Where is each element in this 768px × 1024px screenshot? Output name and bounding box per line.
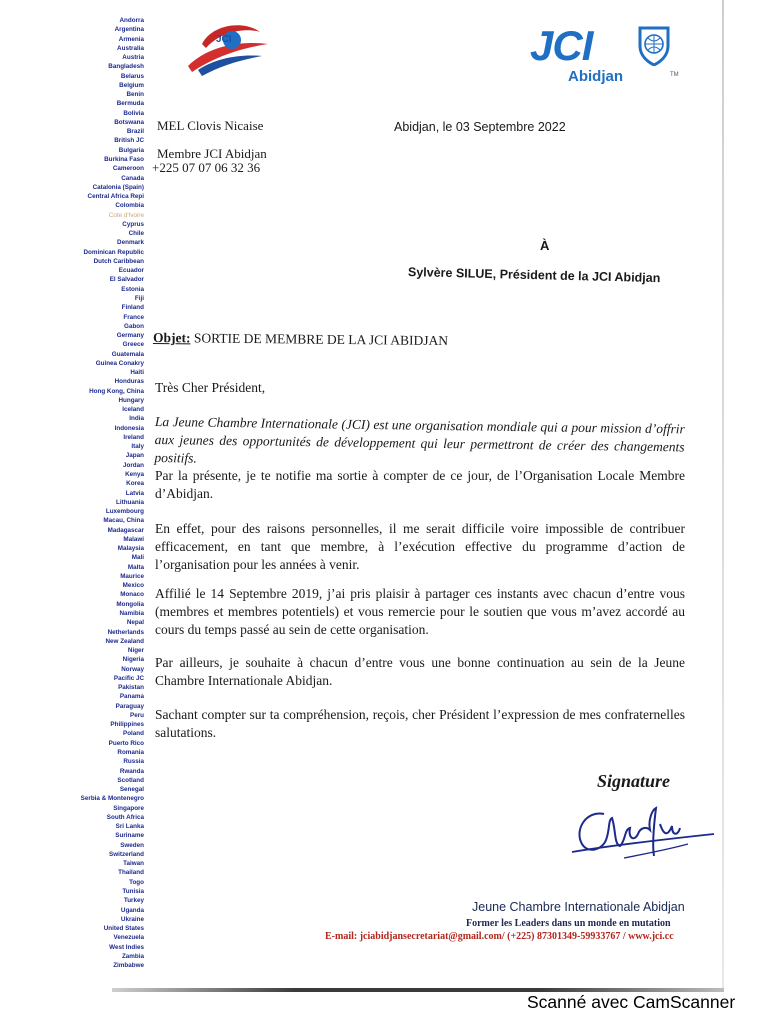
paragraph-reasons: En effet, pour des raisons personnelles, il me serait difficile voire impossible de contribuer efficacement, en tant que membre, à l’exécution effective du programme d’action de l’organisation pour les années à venir. <box>155 521 685 572</box>
country-item: Guinea Conakry <box>95 359 144 367</box>
country-item: Macau, China <box>103 517 144 525</box>
paragraph-wishes: Par ailleurs, je souhaite à chacun d’entre vous une bonne continuation au sein de la Jeune Chambre Internationale Abidjan. <box>155 655 685 688</box>
country-item: Philippines <box>110 721 144 729</box>
country-item: Sri Lanka <box>115 823 144 831</box>
country-item: Peru <box>130 711 144 719</box>
letter-subject <box>153 330 448 349</box>
country-item: Cameroon <box>112 165 144 173</box>
letter-date: Abidjan, le 03 Septembre 2022 <box>394 120 566 134</box>
country-item: Togo <box>129 878 144 886</box>
country-item: Niger <box>127 647 144 655</box>
country-item: France <box>123 313 144 321</box>
country-item: Ukraine <box>120 915 144 923</box>
country-item: Cyprus <box>122 220 144 228</box>
country-item: Sweden <box>120 841 144 849</box>
country-item: Lithuania <box>116 498 144 506</box>
country-item: Rwanda <box>119 767 144 775</box>
country-item: Greece <box>122 341 144 349</box>
country-item: Norway <box>121 665 144 673</box>
jci-city-text: Abidjan <box>568 68 623 85</box>
country-item: Paraguay <box>115 702 144 710</box>
country-item: Mexico <box>122 582 144 590</box>
country-item: Nepal <box>126 619 144 627</box>
country-item: Maurice <box>120 572 144 580</box>
country-item: Mali <box>131 554 144 562</box>
country-item: Namibia <box>119 610 144 617</box>
country-item: Zimbabwe <box>113 962 144 970</box>
country-item: Belgium <box>119 81 144 89</box>
recipient-name: Sylvère SILUE, Président de la JCI Abidjan <box>407 265 661 286</box>
country-item: Kenya <box>125 471 144 479</box>
jci-abidjan-logo <box>530 18 690 90</box>
footer-contact: E-mail: jciabidjansecretariat@gmail.com/ (+225) 87301349-59933767 / www.jci.cc <box>325 931 674 942</box>
country-item: Canada <box>121 174 144 182</box>
trademark-mark: TM <box>670 72 679 78</box>
country-item: Turkey <box>123 897 144 905</box>
country-item: Panama <box>119 693 144 701</box>
country-item: Italy <box>131 443 144 451</box>
country-item: Mongolia <box>116 600 144 608</box>
country-item: Korea <box>126 480 144 488</box>
country-item: Zambia <box>121 952 144 960</box>
country-item: Hungary <box>118 396 144 404</box>
paragraph-thanks: Affilié le 14 Septembre 2019, j’ai pris plaisir à partager ces instants avec chacun d’entre vous (membres et membres potentiels) et vous remercie pour le soutien que vous m’avez accordé au cours du temps passé au sein de cette organisation. <box>155 586 685 637</box>
country-item: Senegal <box>119 786 144 794</box>
page-edge-right <box>722 0 724 990</box>
country-item: Bangladesh <box>108 63 144 71</box>
country-item: Pacific JC <box>113 674 144 682</box>
jci-brand-text: JCI <box>530 22 593 69</box>
country-item: Germany <box>116 332 144 340</box>
footer-motto: Former les Leaders dans un monde en mutation <box>466 918 671 929</box>
member-countries-list <box>56 16 144 970</box>
country-item: Nigeria <box>122 656 144 664</box>
signature-label: Signature <box>597 771 671 791</box>
recipient-prefix: À <box>540 238 550 253</box>
country-item: Japan <box>125 452 144 460</box>
country-item: Malta <box>127 563 144 571</box>
country-item: Malawi <box>123 535 144 543</box>
country-item: Chile <box>128 230 144 238</box>
country-item: Fiji <box>134 294 144 302</box>
country-item: Bermuda <box>116 100 144 108</box>
jci-shield-icon <box>636 24 672 66</box>
country-item: Brazil <box>126 128 144 136</box>
footer-organization: Jeune Chambre Internationale Abidjan <box>472 900 685 914</box>
country-item: Taiwan <box>123 860 144 868</box>
country-item: Romania <box>117 748 144 756</box>
country-item: Hong Kong, China <box>89 387 144 395</box>
country-item: Finland <box>121 304 144 312</box>
country-item: New Zealand <box>105 637 144 645</box>
country-item: Suriname <box>115 832 144 840</box>
subject-text: SORTIE DE MEMBRE DE LA JCI ABIDJAN <box>190 330 449 349</box>
country-item: Scotland <box>117 776 144 784</box>
country-item: United States <box>103 925 144 933</box>
sender-role: Membre JCI Abidjan <box>157 146 267 161</box>
country-item: Malaysia <box>117 545 144 553</box>
country-item: Armenia <box>118 35 144 43</box>
country-item: Estonia <box>121 285 144 293</box>
country-item: Haiti <box>130 369 144 377</box>
jci-conference-logo-text: JCI <box>216 34 232 45</box>
paragraph-notification: Par la présente, je te notifie ma sortie à compter de ce jour, de l’Organisation Locale Membre d’Abidjan. <box>155 468 685 501</box>
country-item: Iceland <box>122 406 144 414</box>
country-item: Serbia & Montenegro <box>80 795 144 803</box>
country-item: Cote d'Ivoire <box>108 211 144 219</box>
country-item: Tunisia <box>122 887 144 895</box>
country-item: West Indies <box>109 943 144 951</box>
country-item: Belarus <box>120 72 144 80</box>
country-item: Netherlands <box>107 628 144 636</box>
country-item: Venezuela <box>113 934 144 942</box>
country-item: Australia <box>117 44 144 52</box>
country-item: India <box>129 415 144 423</box>
jci-conference-logo <box>182 18 274 78</box>
country-item: Dutch Caribbean <box>93 257 144 265</box>
country-item: Pakistan <box>118 684 144 692</box>
country-item: Central Africa Repi <box>87 193 144 201</box>
country-item: Latvia <box>125 489 144 497</box>
country-item: Botswana <box>114 118 144 126</box>
country-item: Monaco <box>120 591 144 599</box>
country-item: Honduras <box>114 378 144 386</box>
country-item: Puerto Rico <box>108 739 144 747</box>
country-item: Switzerland <box>109 850 144 858</box>
subject-label: Objet: <box>152 330 191 346</box>
sender-phone: +225 07 07 06 32 36 <box>152 160 261 175</box>
country-item: Gabon <box>124 322 144 330</box>
paragraph-closing: Sachant compter sur ta compréhension, reçois, cher Président l’expression de mes confraternelles salutations. <box>155 707 685 740</box>
country-item: Guatemala <box>111 350 144 358</box>
country-item: Burkina Faso <box>104 155 144 163</box>
country-item: Benin <box>126 91 144 99</box>
country-item: South Africa <box>106 813 144 821</box>
country-item: Denmark <box>117 239 144 247</box>
country-item: Indonesia <box>114 424 144 432</box>
country-item: Jordan <box>123 461 144 469</box>
country-item: Dominican Republic <box>83 248 144 256</box>
country-item: Russia <box>123 758 144 766</box>
country-item: Thailand <box>118 869 144 877</box>
country-item: Madagascar <box>107 526 144 534</box>
country-item: El Salvador <box>109 276 144 284</box>
handwritten-signature <box>568 800 718 866</box>
country-item: Colombia <box>115 202 144 210</box>
country-item: Catalonia (Spain) <box>92 183 144 191</box>
country-item: Singapore <box>113 804 144 812</box>
country-item: Austria <box>122 54 144 62</box>
country-item: Bolivia <box>123 109 144 117</box>
country-item: British JC <box>114 137 144 145</box>
letter-greeting: Très Cher Président, <box>155 380 266 395</box>
country-item: Andorra <box>119 17 144 24</box>
country-item: Poland <box>123 730 144 738</box>
country-item: Ecuador <box>118 267 144 275</box>
country-item: Luxembourg <box>105 508 144 516</box>
sender-name: MEL Clovis Nicaise <box>157 118 264 133</box>
country-item: Argentina <box>114 26 144 34</box>
country-item: Bulgaria <box>118 146 144 154</box>
country-item: Ireland <box>123 433 144 441</box>
country-item: Uganda <box>120 906 144 914</box>
camscanner-watermark: Scanné avec CamScanner <box>527 992 736 1012</box>
paragraph-jci-mission: La Jeune Chambre Internationale (JCI) est une organisation mondiale qui a pour mission d’offrir aux jeunes des opportunités de développement qui leur permettront de créer des changements positifs. <box>154 413 685 466</box>
